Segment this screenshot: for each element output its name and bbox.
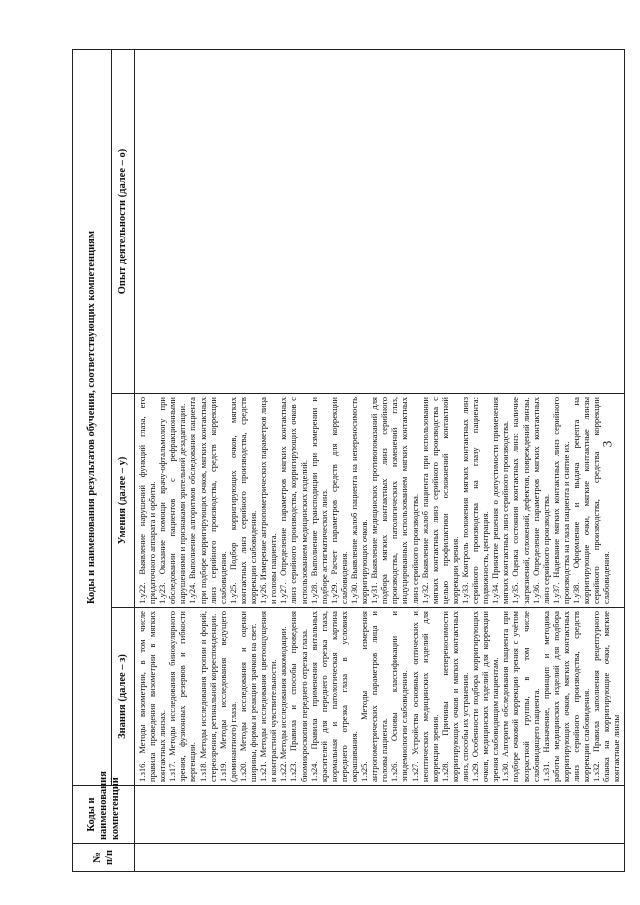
table-row xyxy=(135,50,625,872)
skill-item: 1.у32. Выявление жалоб пациента при использовании мягких контактных линз серийного производства с целью профилактики осложнений контактной коррекции зрения. xyxy=(419,397,460,604)
skill-item: 1.у29. Расчет параметров средств для коррекции слабовидения. xyxy=(328,397,349,604)
knowledge-item: 1.з20. Методы исследования и оценки ширины, формы и реакции зрачков на свет. xyxy=(237,611,259,782)
skill-item: 1.у36. Определение параметров мягких контактных линз серийного производства. xyxy=(530,397,551,604)
knowledge-list xyxy=(137,611,622,782)
knowledge-item: 1.з30. Алгоритм обследования пациента при подборе очковой коррекции зрения с учётом возрастной группы, в том числе слабовидящего пациента. xyxy=(500,611,541,782)
skill-item: 1.у26. Измерение антропометрических параметров лица и головы пациента. xyxy=(258,397,279,604)
col-header-number: № п/п xyxy=(73,844,135,872)
skill-item: 1.у25. Подбор корригирующих очков, мягких контактных линз серийного производства, средств коррекции слабовидения. xyxy=(227,397,259,604)
skill-item: 1.у34. Принятие решения о допустимости применения мягких контактных линз серийного производства. xyxy=(490,397,511,604)
col-header-experience: Опыт деятельности (далее – о) xyxy=(112,50,135,394)
cell-knowledge xyxy=(135,608,625,786)
cell-skills xyxy=(135,394,625,608)
skill-item: 1.у37. Надевание мягких контактных линз серийного производства на глаза пациента и снятие их. xyxy=(550,397,571,604)
cell-codes xyxy=(135,786,625,844)
knowledge-item: 1.з26. Основы классификации и эпидемиологии слабовидения. xyxy=(389,611,410,782)
rotated-table-wrapper xyxy=(72,50,622,872)
knowledge-item: 1.з18. Методы исследования тропии и форий, стереозрения, ретинальной корреспонденции. xyxy=(197,611,218,782)
knowledge-item: 1.з28. Причины непереносимости корригирующих очков и мягких контактных линз, способы их устранения. xyxy=(439,611,470,782)
cell-experience xyxy=(135,50,625,394)
col-header-codes: Коды и наименования компетенций xyxy=(73,786,135,844)
knowledge-item: 1.з27. Устройства основных оптических и неоптических медицинских изделий для коррекции зрения. xyxy=(409,611,440,782)
skill-item: 1.у24. Выполнение алгоритмов обследования пациента при подборе корригирующих очков, мягких контактных линз серийного производства, средств коррекции слабовидения. xyxy=(187,397,228,604)
cell-number xyxy=(135,844,625,872)
col-header-skills: Умения (далее – у) xyxy=(112,394,135,608)
knowledge-item: 1.з32. Правила заполнения рецептурного бланка на корригирующие очки, мягкие контактные линзы xyxy=(591,611,622,782)
skill-item: 1.у33. Контроль положения мягких контактных линз серийного производства на глазу пациента: подвижность, центрация. xyxy=(460,397,491,604)
skill-item: 1.у23. Оказание помощи врачу-офтальмологу при обследовании пациентов с рефракционными нарушениями и признаками зрительной дезадаптации. xyxy=(157,397,188,604)
knowledge-item: 1.з16. Методы визометрии, в том числе правила проведения визометрии в мягких контактных линзах. xyxy=(137,611,168,782)
knowledge-item: 1.з19. Методы исследования ведущего (доминантного) глаза. xyxy=(217,611,238,782)
skill-item: 1.у38. Оформление и выдача рецепта на корригирующие очки, мягкие контактные линзы серийного производства, средства коррекции слабовидения. xyxy=(571,397,612,604)
skill-item: 1.у30. Выявление жалоб пациента на непереносимость корригирующих очков. xyxy=(348,397,370,604)
skills-list xyxy=(137,397,611,604)
skill-item: 1.у27. Определение параметров мягких контактных линз серийного производства, корригирующих очков с использованием медицинских изделий. xyxy=(278,397,309,604)
skill-item: 1.у28. Выполнение трансподиции при измерении и подборе астигматических линз. xyxy=(308,397,329,604)
knowledge-item: 1.з23. Правила и способы проведения биомикроскопии переднего отрезка глаза. xyxy=(288,611,309,782)
knowledge-item: 1.з25. Методы измерения антропометрических параметров лица и головы пациента. xyxy=(359,611,390,782)
skill-item: 1.у35. Оценка состояния контактных линз: наличие загрязнений, отложений, дефектов, повреждений линзы. xyxy=(510,397,531,604)
group-header-results: Коды и наименования результатов обучения, соответствующих компетенциям xyxy=(73,50,112,786)
knowledge-item: 1.з21. Методы исследования цветоощущения и контрастной чувствительности. xyxy=(258,611,279,782)
knowledge-item: 1.з29. Особенности подбора корригирующих очков, медицинских изделий для коррекции зрения слабовидящим пациентам. xyxy=(470,611,501,782)
col-header-knowledge: Знания (далее – з) xyxy=(112,608,135,786)
knowledge-item: 1.з17. Методы исследования бинокулярного зрения, фузионных резервов и гибкости вергенции. xyxy=(167,611,198,782)
knowledge-item: 1.з22. Методы исследования аккомодации. xyxy=(278,626,289,782)
competency-table xyxy=(72,49,625,872)
knowledge-item: 1.з31. Назначение, принцип и методика работы медицинских изделий для подбора корригирующих очков, мягких контактных линз серийного производства, средств коррекции слабовидения. xyxy=(540,611,592,782)
skill-item: 1.у31. Выявление медицинских противопоказаний для подбора мягких контактных линз серийного производства, патологических изменений глаз, индуцированных использованием мягких контактных линз серийного производства. xyxy=(369,397,420,604)
page-number: 3 xyxy=(599,440,615,448)
knowledge-item: 1.з24. Правила применения витальных красителей для переднего отрезка глаза, нормальная и патологическая картина переднего отрезка глаза в условиях окрашивания. xyxy=(308,611,359,782)
skill-item: 1.у22. Выявление нарушений функций глаза, его придаточного аппарата и орбиты. xyxy=(137,397,158,604)
